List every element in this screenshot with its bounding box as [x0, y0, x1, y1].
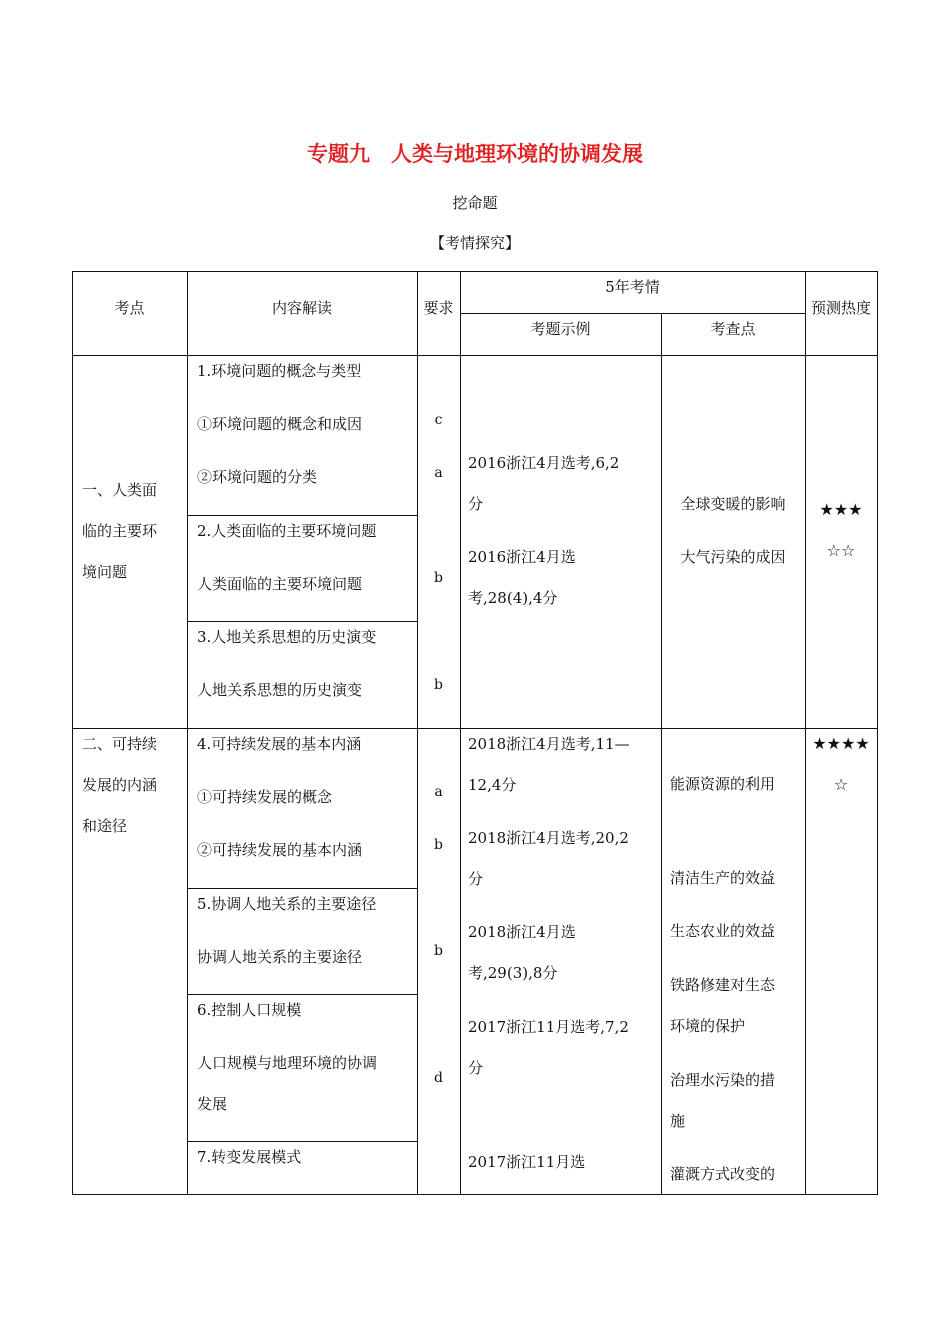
item-title: 2.人类面临的主要环境问题 [197, 522, 377, 540]
heat-stars-empty: ☆☆ [826, 541, 856, 560]
item-req: b [434, 943, 443, 959]
exam-point: 环境的保护 [670, 1017, 746, 1035]
exam-example: 2018浙江4月选考,11— [468, 735, 630, 753]
exam-example: 分 [468, 1059, 484, 1077]
item-title: 6.控制人口规模 [197, 1001, 302, 1019]
item-sub: 发展 [197, 1095, 228, 1113]
header-kaodian: 考点 [114, 299, 145, 317]
exam-example: 分 [468, 495, 484, 513]
header-neirong: 内容解读 [271, 299, 332, 317]
item-req: d [434, 1070, 443, 1086]
exam-example: 2018浙江4月选考,20,2 [468, 829, 629, 847]
item-sub: 人口规模与地理环境的协调 [197, 1054, 378, 1072]
col-divider [805, 271, 806, 1195]
item-sub: 人类面临的主要环境问题 [197, 575, 363, 593]
topic1-name: 临的主要环 [82, 522, 158, 540]
heat-stars-empty: ☆ [833, 775, 849, 794]
heat-stars-filled: ★★★ [819, 500, 863, 519]
header-divider [460, 313, 805, 314]
subtitle: 挖命题 [452, 194, 498, 212]
exam-point: 能源资源的利用 [670, 775, 776, 793]
exam-example: 2016浙江4月选考,6,2 [468, 454, 620, 472]
row-divider [187, 888, 417, 889]
topic1-name: 一、人类面 [82, 481, 158, 499]
item-req: a [434, 465, 443, 481]
table-border-top [72, 271, 878, 272]
item-title: 1.环境问题的概念与类型 [197, 362, 362, 380]
exam-point: 铁路修建对生态 [670, 976, 776, 994]
exam-example: 2017浙江11月选考,7,2 [468, 1018, 629, 1036]
exam-example: 考,28(4),4分 [468, 589, 558, 607]
item-sub: ②可持续发展的基本内涵 [197, 841, 363, 859]
topic2-name: 和途径 [82, 817, 128, 835]
item-req: c [434, 412, 443, 428]
row-divider [187, 1141, 417, 1142]
item-title: 7.转变发展模式 [197, 1148, 302, 1166]
item-sub: ①环境问题的概念和成因 [197, 415, 363, 433]
table-border-left [72, 271, 73, 1195]
exam-point: 灌溉方式改变的 [670, 1165, 776, 1183]
item-req: b [434, 837, 443, 853]
col-divider [661, 313, 662, 1195]
exam-point: 治理水污染的措 [670, 1071, 776, 1089]
page-title: 专题九 人类与地理环境的协调发展 [307, 142, 643, 166]
item-req: b [434, 570, 443, 586]
header-shili: 考题示例 [530, 320, 591, 338]
topic-divider [72, 728, 878, 729]
item-title: 3.人地关系思想的历史演变 [197, 628, 377, 646]
header-yuce: 预测热度 [810, 299, 871, 317]
exam-point: 生态农业的效益 [670, 922, 776, 940]
exam-example: 12,4分 [468, 776, 517, 794]
col-divider [187, 271, 188, 1195]
header-kaocha: 考查点 [710, 320, 756, 338]
table-border-right [877, 271, 878, 1195]
exam-point: 大气污染的成因 [680, 548, 786, 566]
item-title: 5.协调人地关系的主要途径 [197, 895, 377, 913]
exam-point: 清洁生产的效益 [670, 869, 776, 887]
exam-example: 考,29(3),8分 [468, 964, 558, 982]
topic1-name: 境问题 [82, 563, 128, 581]
row-divider [187, 994, 417, 995]
table-border-bottom [72, 1194, 878, 1195]
exam-example: 2018浙江4月选 [468, 923, 576, 941]
exam-example: 分 [468, 870, 484, 888]
item-sub: 协调人地关系的主要途径 [197, 948, 363, 966]
exam-point: 施 [670, 1112, 686, 1130]
header-bottom-line [72, 355, 878, 356]
item-sub: 人地关系思想的历史演变 [197, 681, 363, 699]
row-divider [187, 515, 417, 516]
exam-table [72, 271, 878, 1195]
item-req: b [434, 677, 443, 693]
header-five-year: 5年考情 [605, 278, 660, 296]
exam-point: 全球变暖的影响 [680, 495, 786, 513]
item-title: 4.可持续发展的基本内涵 [197, 735, 362, 753]
item-req: a [434, 784, 443, 800]
row-divider [187, 621, 417, 622]
col-divider [460, 271, 461, 1195]
topic2-name: 发展的内涵 [82, 776, 158, 794]
heat-stars-filled: ★★★★ [812, 734, 870, 753]
item-sub: ①可持续发展的概念 [197, 788, 333, 806]
header-yaoqiu: 要求 [423, 299, 454, 317]
item-sub: ②环境问题的分类 [197, 468, 318, 486]
topic2-name: 二、可持续 [82, 735, 158, 753]
section-heading: 【考情探究】 [429, 234, 520, 252]
exam-example: 2016浙江4月选 [468, 548, 576, 566]
exam-example: 2017浙江11月选 [468, 1153, 586, 1171]
